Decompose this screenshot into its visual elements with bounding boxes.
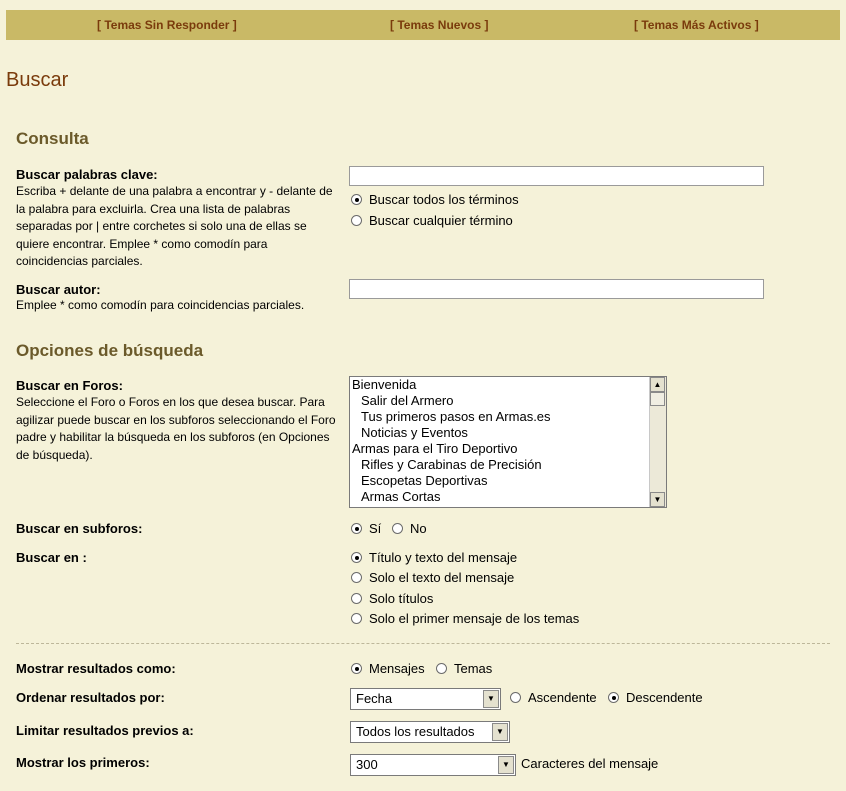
show-topics-label: Temas <box>454 661 493 676</box>
all-terms-label: Buscar todos los términos <box>369 192 519 207</box>
all-terms-radio[interactable] <box>351 192 519 207</box>
yes-label: Sí <box>369 521 382 536</box>
message-characters-label: Caracteres del mensaje <box>521 756 659 771</box>
top-navigation-bar <box>6 10 840 40</box>
forum-option[interactable]: Tus primeros pasos en Armas.es <box>361 409 551 424</box>
radio-checked-icon <box>351 194 362 205</box>
radio-unchecked-icon <box>351 215 362 226</box>
forum-option[interactable]: Bienvenida <box>352 377 417 392</box>
show-results-label: Mostrar resultados como: <box>16 661 176 676</box>
show-first-selected-value: 300 <box>356 757 378 772</box>
subforums-yes-radio[interactable] <box>351 521 381 536</box>
sort-select[interactable] <box>350 688 501 710</box>
scroll-down-icon[interactable]: ▼ <box>650 492 665 507</box>
show-first-label: Mostrar los primeros: <box>16 755 150 770</box>
chevron-down-icon[interactable]: ▼ <box>498 756 514 774</box>
limit-select[interactable] <box>350 721 510 743</box>
active-topics-link[interactable]: [ Temas Más Activos ] <box>634 18 759 32</box>
chevron-down-icon[interactable]: ▼ <box>483 690 499 708</box>
search-in-option-label: Título y texto del mensaje <box>369 550 518 565</box>
no-label: No <box>410 521 427 536</box>
show-posts-label: Mensajes <box>369 661 425 676</box>
author-input[interactable] <box>349 279 764 299</box>
forums-list <box>350 377 666 505</box>
scroll-thumb[interactable] <box>650 392 665 406</box>
radio-checked-icon <box>608 692 619 703</box>
search-in-option-label: Solo títulos <box>369 591 434 606</box>
search-in-label: Buscar en : <box>16 550 87 565</box>
descending-label: Descendente <box>626 690 703 705</box>
search-options-title: Opciones de búsqueda <box>16 341 204 360</box>
radio-unchecked-icon <box>436 663 447 674</box>
radio-checked-icon <box>351 523 362 534</box>
any-term-label: Buscar cualquier término <box>369 213 513 228</box>
limit-selected-value: Todos los resultados <box>356 724 475 739</box>
page-title: Buscar <box>6 69 69 91</box>
keywords-input[interactable] <box>349 166 764 186</box>
radio-unchecked-icon <box>392 523 403 534</box>
forums-description: Seleccione el Foro o Foros en los que desea buscar. Para agilizar puede buscar en los subforos seleccionando el Foro padre y habilitar la búsqueda en los subforos (en Opciones de búsqueda). <box>16 395 336 462</box>
radio-unchecked-icon <box>351 613 362 624</box>
search-in-option-label: Solo el texto del mensaje <box>369 570 515 585</box>
search-in-radio-text-only[interactable] <box>351 570 514 585</box>
any-term-radio[interactable] <box>351 213 513 228</box>
chevron-down-icon[interactable]: ▼ <box>492 723 508 741</box>
forums-listbox[interactable] <box>349 376 667 508</box>
subforums-no-radio[interactable] <box>392 521 427 536</box>
ascending-label: Ascendente <box>528 690 597 705</box>
radio-unchecked-icon <box>351 593 362 604</box>
forum-option[interactable]: Armas Cortas <box>361 489 441 504</box>
forum-option[interactable]: Noticias y Eventos <box>361 425 468 440</box>
descending-radio[interactable] <box>608 690 703 705</box>
scroll-up-icon[interactable]: ▲ <box>650 377 665 392</box>
new-topics-link[interactable]: [ Temas Nuevos ] <box>390 18 489 32</box>
forum-option[interactable]: Armas para el Tiro Deportivo <box>352 441 518 456</box>
radio-checked-icon <box>351 663 362 674</box>
radio-unchecked-icon <box>510 692 521 703</box>
radio-checked-icon <box>351 552 362 563</box>
query-section-title: Consulta <box>16 129 89 148</box>
radio-unchecked-icon <box>351 572 362 583</box>
search-in-radio-titles-only[interactable] <box>351 591 433 606</box>
show-topics-radio[interactable] <box>436 661 492 676</box>
section-divider <box>16 643 830 644</box>
forums-label: Buscar en Foros: <box>16 378 123 393</box>
keywords-description: Escriba + delante de una palabra a encontrar y - delante de la palabra para excluirla. Crea una lista de palabras separadas por | entre corchetes si solo una de ellas se quiere encontrar. Emplee * como comodín para coincidencias parciales. <box>16 184 333 268</box>
author-label: Buscar autor: <box>16 282 101 297</box>
forums-scrollbar[interactable] <box>649 377 666 507</box>
search-in-option-label: Solo el primer mensaje de los temas <box>369 611 580 626</box>
unanswered-topics-link[interactable]: [ Temas Sin Responder ] <box>97 18 237 32</box>
forum-option[interactable]: Salir del Armero <box>361 393 454 408</box>
show-first-select[interactable] <box>350 754 516 776</box>
search-in-radio-title-text[interactable] <box>351 550 517 565</box>
keywords-label: Buscar palabras clave: <box>16 167 158 182</box>
limit-label: Limitar resultados previos a: <box>16 723 194 738</box>
show-posts-radio[interactable] <box>351 661 425 676</box>
forum-option[interactable]: Rifles y Carabinas de Precisión <box>361 457 542 472</box>
sort-label: Ordenar resultados por: <box>16 690 165 705</box>
sort-selected-value: Fecha <box>356 691 393 706</box>
subforums-label: Buscar en subforos: <box>16 521 143 536</box>
ascending-radio[interactable] <box>510 690 597 705</box>
author-description: Emplee * como comodín para coincidencias parciales. <box>16 298 305 312</box>
search-in-radio-first-post[interactable] <box>351 611 579 626</box>
forum-option[interactable]: Escopetas Deportivas <box>361 473 488 488</box>
